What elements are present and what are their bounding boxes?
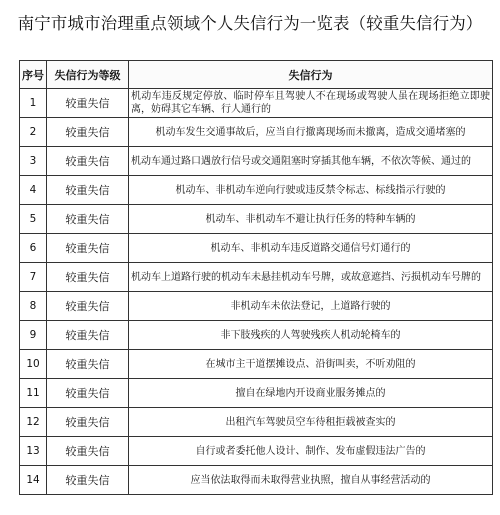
table-row bbox=[20, 147, 493, 176]
row-level: 较重失信 bbox=[47, 147, 129, 176]
table-header-row bbox=[20, 61, 493, 89]
row-description: 机动车发生交通事故后，应当自行撤离现场而未撤离，造成交通堵塞的 bbox=[129, 118, 493, 147]
row-number: 14 bbox=[20, 466, 47, 495]
table-row bbox=[20, 118, 493, 147]
row-number: 10 bbox=[20, 350, 47, 379]
row-description: 自行或者委托他人设计、制作、发布虚假违法广告的 bbox=[129, 437, 493, 466]
row-level: 较重失信 bbox=[47, 321, 129, 350]
table-row bbox=[20, 176, 493, 205]
table-row bbox=[20, 263, 493, 292]
row-description: 机动车上道路行驶的机动车未悬挂机动车号牌，或故意遮挡、污损机动车号牌的 bbox=[129, 263, 493, 292]
violations-table bbox=[19, 60, 493, 495]
row-level: 较重失信 bbox=[47, 350, 129, 379]
row-number: 13 bbox=[20, 437, 47, 466]
row-description: 机动车、非机动车不避让执行任务的特种车辆的 bbox=[129, 205, 493, 234]
table-row bbox=[20, 321, 493, 350]
row-level: 较重失信 bbox=[47, 379, 129, 408]
row-number: 6 bbox=[20, 234, 47, 263]
row-number: 12 bbox=[20, 408, 47, 437]
row-level: 较重失信 bbox=[47, 292, 129, 321]
column-header-level: 失信行为等级 bbox=[47, 61, 129, 89]
row-description: 应当依法取得而未取得营业执照，擅自从事经营活动的 bbox=[129, 466, 493, 495]
row-number: 8 bbox=[20, 292, 47, 321]
row-level: 较重失信 bbox=[47, 437, 129, 466]
column-header-no: 序号 bbox=[20, 61, 47, 89]
table-row bbox=[20, 408, 493, 437]
document-title: 南宁市城市治理重点领域个人失信行为一览表（较重失信行为） bbox=[17, 14, 483, 33]
row-level: 较重失信 bbox=[47, 89, 129, 118]
row-description: 机动车、非机动车违反道路交通信号灯通行的 bbox=[129, 234, 493, 263]
table-row bbox=[20, 466, 493, 495]
row-number: 4 bbox=[20, 176, 47, 205]
table-row bbox=[20, 292, 493, 321]
row-level: 较重失信 bbox=[47, 205, 129, 234]
row-number: 5 bbox=[20, 205, 47, 234]
row-level: 较重失信 bbox=[47, 176, 129, 205]
row-number: 1 bbox=[20, 89, 47, 118]
row-level: 较重失信 bbox=[47, 408, 129, 437]
row-description: 出租汽车驾驶员空车待租拒载被查实的 bbox=[129, 408, 493, 437]
row-number: 2 bbox=[20, 118, 47, 147]
row-description: 非下肢残疾的人驾驶残疾人机动轮椅车的 bbox=[129, 321, 493, 350]
table-row bbox=[20, 350, 493, 379]
row-level: 较重失信 bbox=[47, 466, 129, 495]
row-description: 机动车通过路口遇放行信号或交通阻塞时穿插其他车辆，不依次等候、通过的 bbox=[129, 147, 493, 176]
table-row bbox=[20, 379, 493, 408]
table-row bbox=[20, 234, 493, 263]
row-description: 机动车、非机动车逆向行驶或违反禁令标志、标线指示行驶的 bbox=[129, 176, 493, 205]
row-number: 3 bbox=[20, 147, 47, 176]
row-number: 9 bbox=[20, 321, 47, 350]
table-row bbox=[20, 437, 493, 466]
table-row bbox=[20, 205, 493, 234]
column-header-desc: 失信行为 bbox=[129, 61, 493, 89]
row-description: 机动车违反规定停放、临时停车且驾驶人不在现场或驾驶人虽在现场拒绝立即驶离，妨碍其它车辆、行人通行的 bbox=[129, 89, 493, 118]
row-level: 较重失信 bbox=[47, 234, 129, 263]
row-level: 较重失信 bbox=[47, 263, 129, 292]
row-description: 非机动车未依法登记，上道路行驶的 bbox=[129, 292, 493, 321]
row-description: 擅自在绿地内开设商业服务摊点的 bbox=[129, 379, 493, 408]
row-level: 较重失信 bbox=[47, 118, 129, 147]
row-number: 11 bbox=[20, 379, 47, 408]
row-number: 7 bbox=[20, 263, 47, 292]
table-row bbox=[20, 89, 493, 118]
row-description: 在城市主干道摆摊设点、沿街叫卖，不听劝阻的 bbox=[129, 350, 493, 379]
